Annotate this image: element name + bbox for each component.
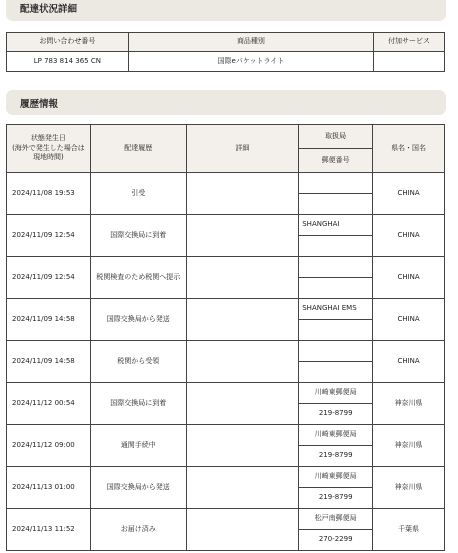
history-event: 税関検査のため税関へ提示 [90, 257, 186, 299]
header-product-type: 商品種別 [128, 33, 373, 52]
history-postal-code: 219-8799 [299, 446, 373, 467]
product-type: 国際eパケットライト [128, 52, 373, 72]
history-row [7, 509, 445, 530]
history-event: 税関から受領 [90, 341, 186, 383]
history-row [7, 257, 445, 278]
history-event: 国際交換局に到着 [90, 383, 186, 425]
history-section-title: 履歴情報 [20, 98, 59, 110]
history-detail [186, 467, 299, 509]
header-detail: 詳細 [186, 125, 299, 173]
header-region: 県名・国名 [373, 125, 445, 173]
history-datetime: 2024/11/09 12:54 [7, 215, 91, 257]
history-region: 神奈川県 [373, 383, 445, 425]
summary-header-row [7, 33, 445, 52]
history-event: 引受 [90, 173, 186, 215]
history-postal-code [299, 236, 373, 257]
header-additional-service: 付加サービス [374, 33, 445, 52]
history-row [7, 467, 445, 488]
header-postal-code: 郵便番号 [299, 149, 373, 173]
history-row [7, 215, 445, 236]
header-tracking-number: お問い合わせ番号 [7, 33, 129, 52]
history-event: 通関手続中 [90, 425, 186, 467]
history-postal-code [299, 278, 373, 299]
history-table [6, 124, 445, 551]
history-region: 神奈川県 [373, 467, 445, 509]
history-row [7, 425, 445, 446]
history-region: CHINA [373, 299, 445, 341]
history-datetime: 2024/11/12 09:00 [7, 425, 91, 467]
history-office: 川崎東郵便局 [299, 383, 373, 404]
history-datetime: 2024/11/09 14:58 [7, 299, 91, 341]
history-detail [186, 425, 299, 467]
history-datetime: 2024/11/12 00:54 [7, 383, 91, 425]
history-region: CHINA [373, 173, 445, 215]
history-datetime: 2024/11/08 19:53 [7, 173, 91, 215]
history-datetime: 2024/11/09 14:58 [7, 341, 91, 383]
summary-row [7, 52, 445, 72]
history-detail [186, 257, 299, 299]
additional-service [374, 52, 445, 72]
history-section-header [6, 90, 446, 115]
history-datetime: 2024/11/13 01:00 [7, 467, 91, 509]
history-office [299, 257, 373, 278]
history-row [7, 299, 445, 320]
history-detail [186, 173, 299, 215]
history-postal-code: 219-8799 [299, 488, 373, 509]
history-detail [186, 215, 299, 257]
history-office: SHANGHAI EMS [299, 299, 373, 320]
history-header-row [7, 125, 445, 149]
status-section-header [6, 0, 446, 21]
history-datetime: 2024/11/09 12:54 [7, 257, 91, 299]
history-region: CHINA [373, 257, 445, 299]
history-postal-code: 219-8799 [299, 404, 373, 425]
history-region: 千葉県 [373, 509, 445, 551]
history-office: SHANGHAI [299, 215, 373, 236]
history-postal-code: 270-2299 [299, 530, 373, 551]
history-postal-code [299, 194, 373, 215]
history-body [7, 173, 445, 551]
header-datetime: 状態発生日 (海外で発生した場合は現地時間) [7, 125, 91, 173]
tracking-number: LP 783 814 365 CN [7, 52, 129, 72]
history-event: 国際交換局から発送 [90, 467, 186, 509]
history-region: 神奈川県 [373, 425, 445, 467]
history-detail [186, 341, 299, 383]
history-event: 国際交換局から発送 [90, 299, 186, 341]
history-office: 川崎東郵便局 [299, 425, 373, 446]
header-event: 配達履歴 [90, 125, 186, 173]
history-office [299, 173, 373, 194]
history-row [7, 173, 445, 194]
history-event: 国際交換局に到着 [90, 215, 186, 257]
history-event: お届け済み [90, 509, 186, 551]
history-detail [186, 383, 299, 425]
history-detail [186, 509, 299, 551]
history-office: 川崎東郵便局 [299, 467, 373, 488]
summary-table [6, 32, 445, 72]
header-office: 取扱局 [299, 125, 373, 149]
history-office [299, 341, 373, 362]
history-row [7, 341, 445, 362]
history-office: 松戸南郵便局 [299, 509, 373, 530]
history-region: CHINA [373, 215, 445, 257]
history-datetime: 2024/11/13 11:52 [7, 509, 91, 551]
history-postal-code [299, 320, 373, 341]
history-row [7, 383, 445, 404]
status-section-title: 配達状況詳細 [20, 3, 78, 15]
history-region: CHINA [373, 341, 445, 383]
history-detail [186, 299, 299, 341]
history-postal-code [299, 362, 373, 383]
